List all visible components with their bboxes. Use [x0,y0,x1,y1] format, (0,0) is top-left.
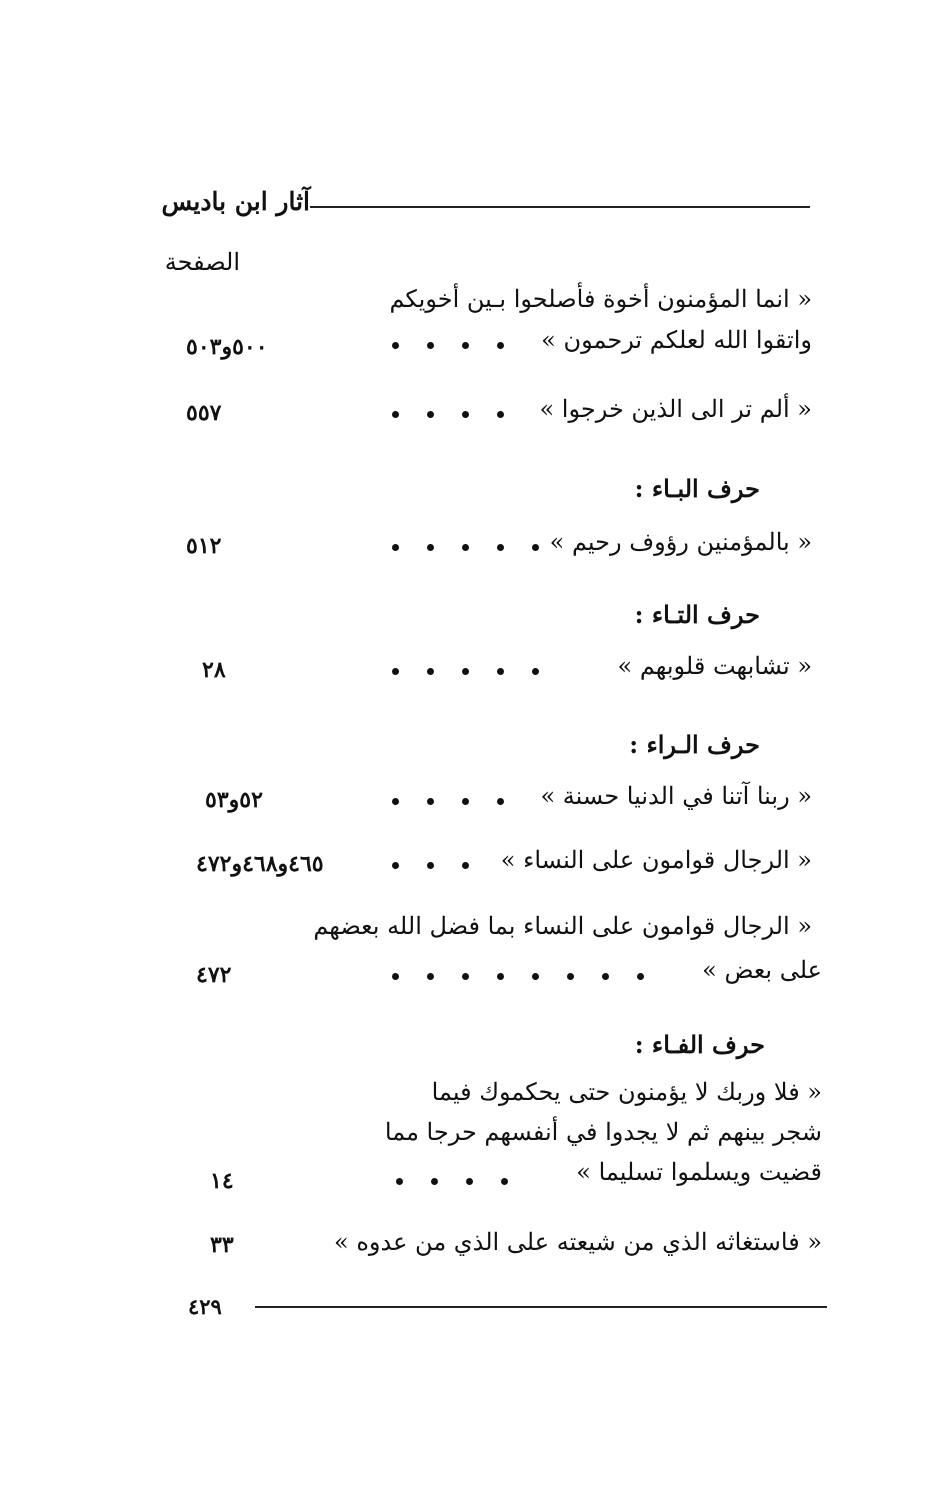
verse-line: « فاستغاثه الذي من شيعته على الذي من عدوه » [334,1228,822,1256]
page-number: ٤٢٩ [188,1294,222,1319]
page-column-label: الصفحة [164,248,240,276]
page-reference: ٥٢و٥٣ [205,787,263,813]
footer-rule [255,1306,827,1308]
verse-line: « فلا وربك لا يؤمنون حتى يحكموك فيما [431,1078,822,1106]
verse-line: شجر بينهم ثم لا يجدوا في أنفسهم حرجا مما [384,1118,822,1146]
verse-line: « ربنا آتنا في الدنيا حسنة » [540,782,812,810]
page-reference: ٢٨ [202,657,226,683]
page-reference: ٥٠٠و٥٠٣ [186,334,268,360]
leader-dots [382,1171,522,1190]
page-reference: ٤٧٢ [196,962,232,988]
page-reference: ٥٥٧ [186,400,222,426]
leader-dots [378,966,658,985]
section-heading: حرف الـراء : [629,730,760,759]
leader-dots [378,791,518,810]
page-reference: ٣٣ [210,1232,234,1258]
verse-line: قضيت ويسلموا تسليما » [576,1158,822,1186]
leader-dots [378,661,553,680]
section-heading: حرف الفـاء : [634,1030,765,1059]
section-heading: حرف التـاء : [634,600,760,629]
header-rule [310,206,810,208]
verse-line: واتقوا الله لعلكم ترحمون » [541,326,812,354]
verse-line: « انما المؤمنون أخوة فأصلحوا بـين أخويكم [389,285,812,313]
section-heading: حرف البـاء : [634,474,760,503]
page-reference: ٥١٢ [186,533,222,559]
page-reference: ٤٦٥و٤٦٨و٤٧٢ [196,851,324,877]
leader-dots [378,404,518,423]
leader-dots [378,855,483,874]
page-reference: ١٤ [210,1168,234,1194]
leader-dots [378,537,553,556]
verse-line: على بعض » [702,956,822,984]
verse-line: « الرجال قوامون على النساء » [500,846,812,874]
verse-line: « ألم تر الى الذين خرجوا » [539,395,812,423]
verse-line: « الرجال قوامون على النساء بما فضل الله بعضهم [313,912,812,940]
verse-line: « تشابهت قلوبهم » [617,652,812,680]
leader-dots [378,335,518,354]
verse-line: « بالمؤمنين رؤوف رحيم » [549,528,812,556]
running-header-title: آثار ابن باديس [161,187,310,216]
